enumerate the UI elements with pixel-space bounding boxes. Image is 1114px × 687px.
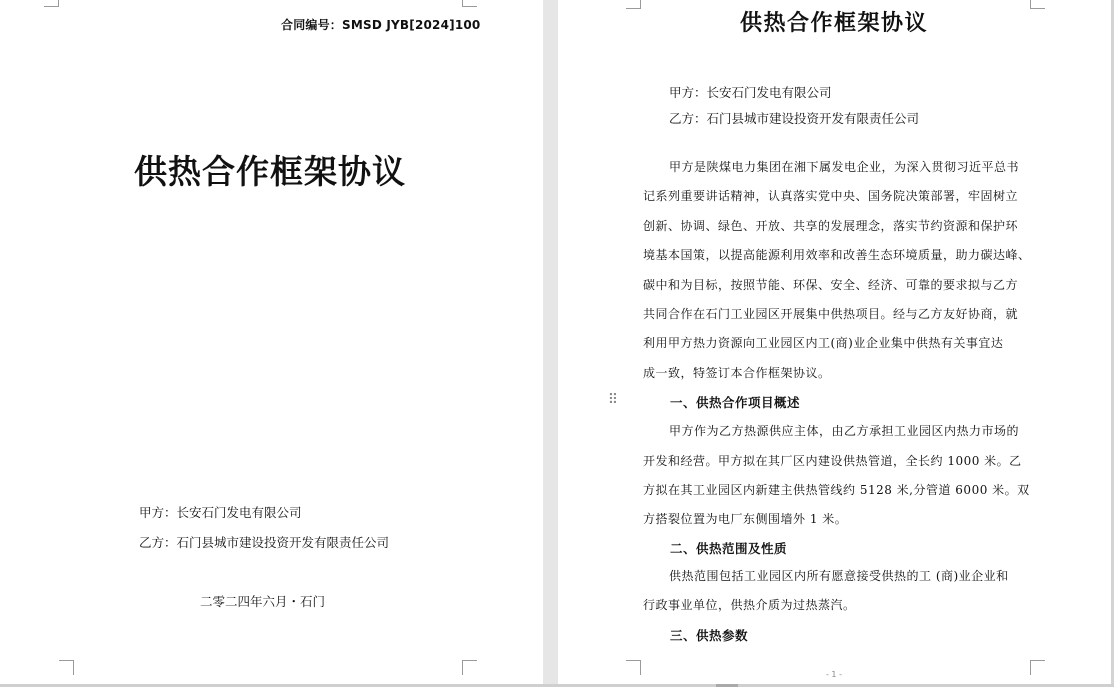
- section-line: 行政事业单位，供热介质为过热蒸汽。: [643, 598, 856, 612]
- party-b: 乙方：石门县城市建设投资开发有限责任公司: [669, 111, 920, 126]
- section-heading: 三、供热参数: [670, 628, 749, 643]
- contract-number: 合同编号：SMSD JYB[2024]100: [281, 18, 481, 32]
- page-corner-mark: [1030, 660, 1045, 675]
- page-number: - 1 -: [826, 670, 842, 679]
- page-corner-mark: [44, 0, 59, 7]
- preamble-line: 利用甲方热力资源向工业园区内工(商)业企业集中供热有关事宜达: [643, 336, 1004, 350]
- preamble-line: 成一致，特签订本合作框架协议。: [643, 366, 831, 380]
- section-heading: 一、供热合作项目概述: [670, 395, 801, 410]
- page-corner-mark: [626, 660, 641, 675]
- preamble-line: 甲方是陕煤电力集团在湘下属发电企业，为深入贯彻习近平总书: [669, 160, 1020, 174]
- preamble-line: 共同合作在石门工业园区开展集中供热项目。经与乙方友好协商，就: [643, 307, 1019, 321]
- page-corner-mark: [59, 660, 74, 675]
- cover-page: [0, 0, 543, 684]
- section-line: 方拟在其工业园区内新建主供热管线约 5128 米,分管道 6000 米。双: [643, 483, 1030, 497]
- party-a: 甲方：长安石门发电有限公司: [669, 85, 832, 100]
- agreement-page: [558, 0, 1111, 684]
- document-title: 供热合作框架协议: [740, 11, 929, 36]
- preamble-line: 创新、协调、绿色、开放、共享的发展理念，落实节约资源和保护环: [643, 219, 1019, 233]
- page-corner-mark: [462, 0, 477, 7]
- preamble-line: 碳中和为目标，按照节能、环保、安全、经济、可靠的要求拟与乙方: [643, 278, 1019, 292]
- section-line: 供热范围包括工业园区内所有愿意接受供热的工 (商)业企业和: [669, 569, 1009, 583]
- page-corner-mark: [626, 0, 641, 9]
- cover-date-place: 二零二四年六月・石门: [200, 594, 326, 609]
- section-line: 方搭裂位置为电厂东侧围墙外 1 米。: [643, 512, 848, 526]
- page-corner-mark: [1030, 0, 1045, 9]
- cover-title: 供热合作框架协议: [134, 152, 406, 191]
- preamble-line: 境基本国策，以提高能源利用效率和改善生态环境质量，助力碳达峰、: [643, 248, 1031, 262]
- section-line: 开发和经营。甲方拟在其厂区内建设供热管道，全长约 1000 米。乙: [643, 454, 1022, 468]
- page-corner-mark: [462, 660, 477, 675]
- cover-party-b: 乙方：石门县城市建设投资开发有限责任公司: [139, 535, 390, 550]
- section-line: 甲方作为乙方热源供应主体，由乙方承担工业园区内热力市场的: [669, 424, 1020, 438]
- drag-handle-icon[interactable]: ⠿: [607, 392, 619, 408]
- section-heading: 二、供热范围及性质: [670, 541, 788, 556]
- preamble-line: 记系列重要讲话精神，认真落实党中央、国务院决策部署，牢固树立: [643, 189, 1019, 203]
- cover-party-a: 甲方：长安石门发电有限公司: [139, 505, 302, 520]
